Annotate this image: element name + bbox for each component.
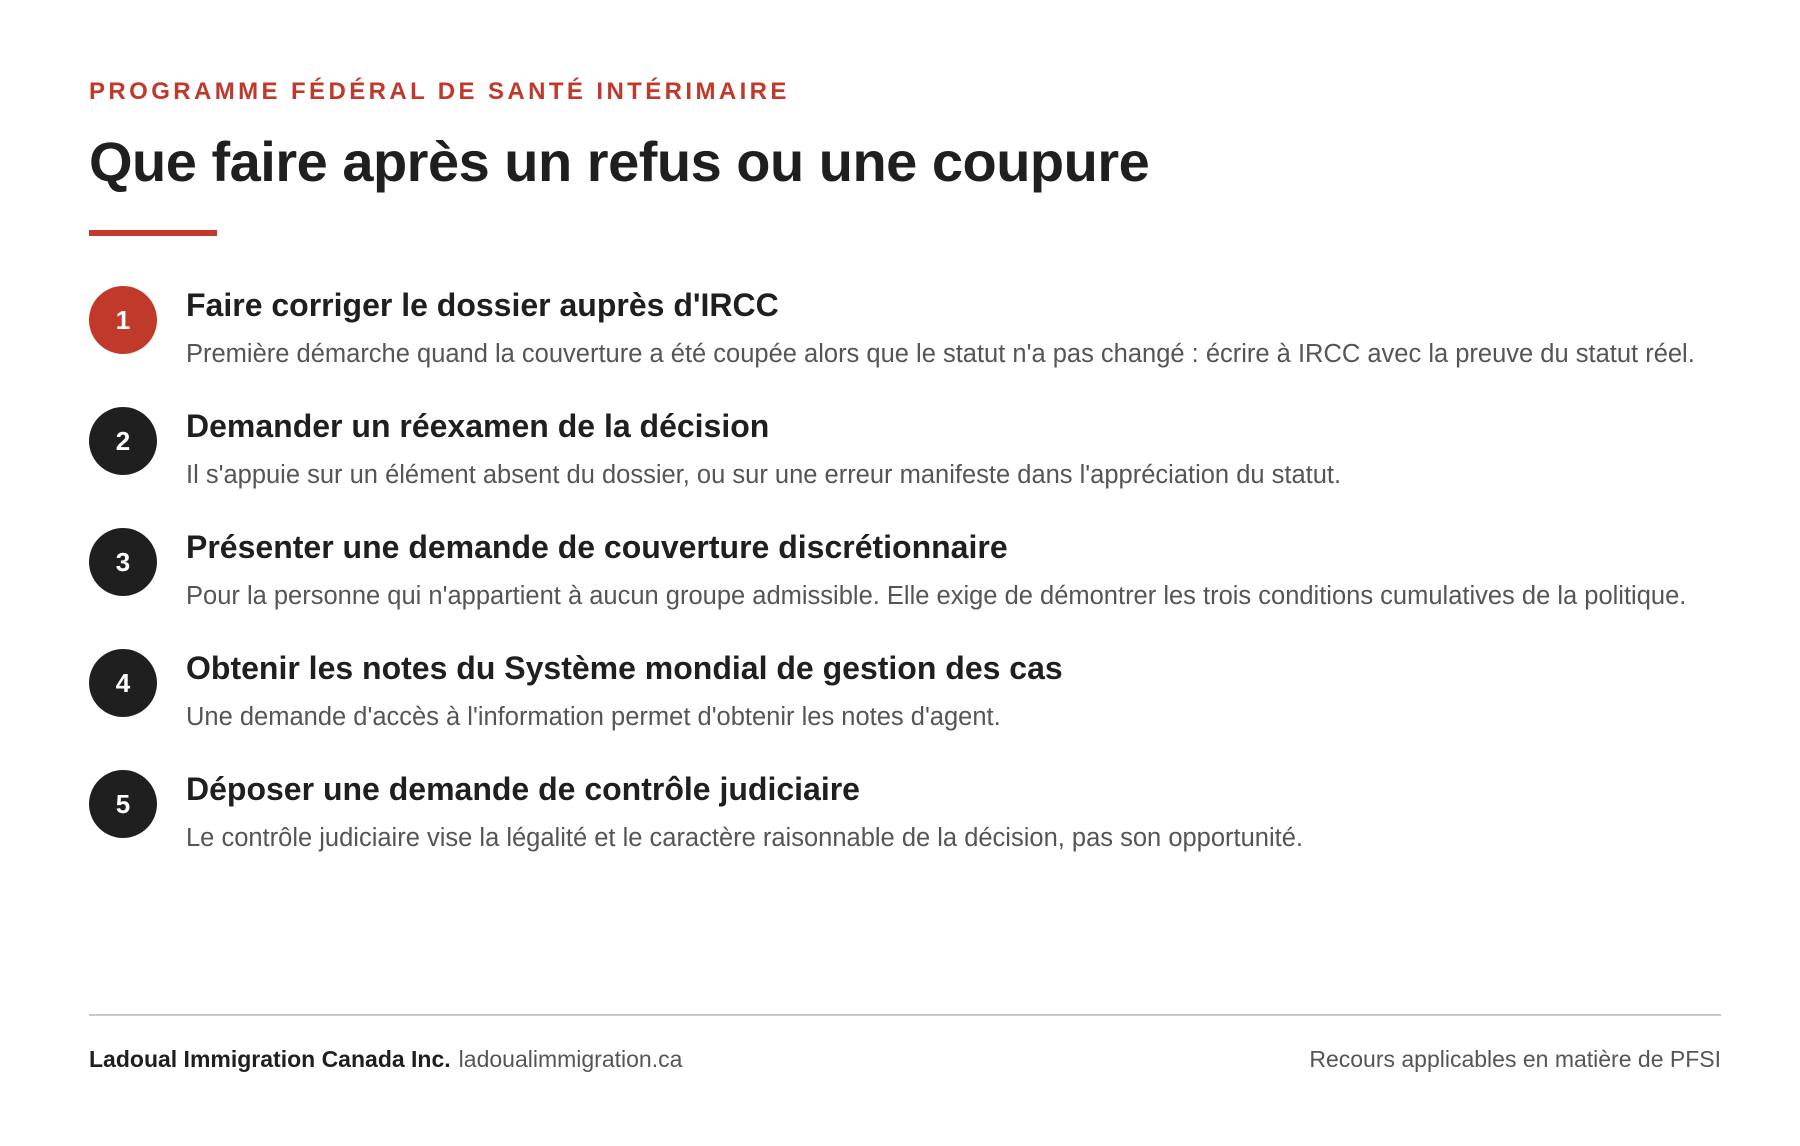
step-number-badge: 5: [89, 770, 157, 838]
step-number-badge: 3: [89, 528, 157, 596]
step-item: [89, 649, 1721, 738]
company-name: Ladoual Immigration Canada Inc.: [89, 1046, 451, 1072]
step-description: Le contrôle judiciaire vise la légalité et le caractère raisonnable de la décision, pas son opportunité.: [186, 824, 1304, 852]
step-title: Obtenir les notes du Système mondial de gestion des cas: [186, 650, 1063, 686]
step-item: [89, 286, 1721, 375]
step-item: [89, 528, 1721, 617]
eyebrow-label: PROGRAMME FÉDÉRAL DE SANTÉ INTÉRIMAIRE: [89, 78, 790, 105]
page-content: [89, 78, 1721, 875]
step-item: [89, 770, 1721, 859]
step-item: [89, 407, 1721, 496]
title-accent-rule: [89, 230, 217, 236]
step-body: [186, 649, 1706, 738]
steps-list: [89, 286, 1721, 859]
footer-left: [89, 1044, 682, 1074]
page-title: Que faire après un refus ou une coupure: [89, 130, 1150, 193]
step-title: Déposer une demande de contrôle judiciaire: [186, 771, 860, 807]
footer: [89, 1044, 1721, 1074]
step-body: [186, 528, 1706, 617]
step-number-badge: 2: [89, 407, 157, 475]
step-body: [186, 770, 1706, 859]
footer-note: Recours applicables en matière de PFSI: [1309, 1046, 1721, 1072]
step-number-badge: 1: [89, 286, 157, 354]
step-title: Présenter une demande de couverture discrétionnaire: [186, 529, 1008, 565]
footer-divider: [89, 1014, 1721, 1016]
step-description: Une demande d'accès à l'information permet d'obtenir les notes d'agent.: [186, 703, 1001, 731]
step-description: Pour la personne qui n'appartient à aucun groupe admissible. Elle exige de démontrer les trois conditions cumulatives de la politique.: [186, 582, 1687, 610]
step-body: [186, 407, 1706, 496]
website-link[interactable]: ladoualimmigration.ca: [458, 1046, 683, 1072]
step-title: Demander un réexamen de la décision: [186, 408, 770, 444]
step-body: [186, 286, 1706, 375]
step-number-badge: 4: [89, 649, 157, 717]
step-description: Il s'appuie sur un élément absent du dossier, ou sur une erreur manifeste dans l'appréciation du statut.: [186, 461, 1342, 489]
step-title: Faire corriger le dossier auprès d'IRCC: [186, 287, 779, 323]
step-description: Première démarche quand la couverture a été coupée alors que le statut n'a pas changé : écrire à IRCC avec la preuve du statut réel.: [186, 340, 1695, 368]
